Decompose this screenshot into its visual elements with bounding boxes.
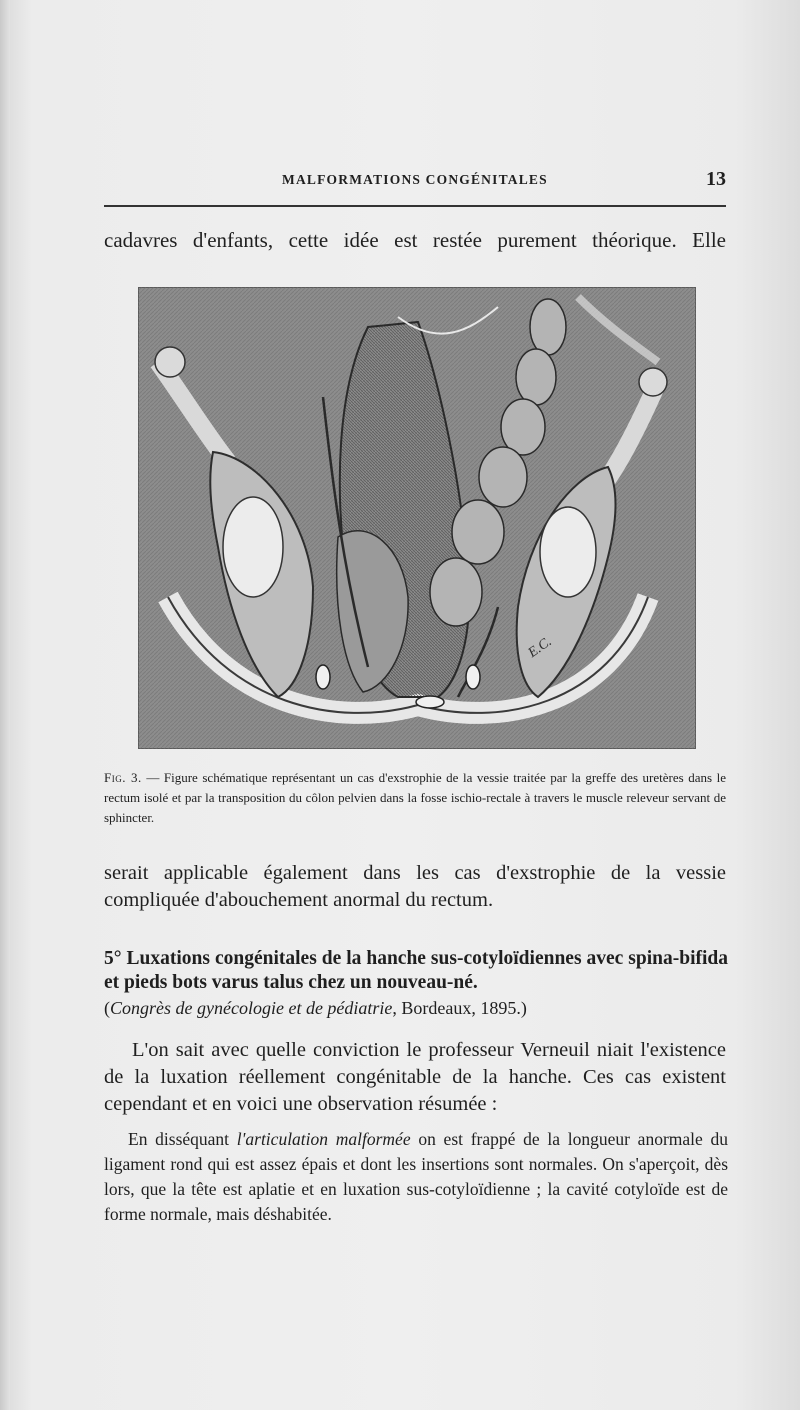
paragraph-dissection (104, 1127, 728, 1227)
figure-label: Fig. 3. (104, 770, 142, 785)
running-head (104, 170, 728, 194)
citation-source: Congrès de gynécologie et de pédiatrie (110, 998, 393, 1018)
illustration-drawing (138, 287, 696, 749)
paragraph-verneuil: L'on sait avec quelle conviction le professeur Verneuil niait l'existence de la luxation réellement congénitable de la hanche. Ces cas existent cependant et en voici une observation résumée : (104, 1039, 726, 1115)
page-binding-edge (0, 0, 10, 1410)
paragraph-continuation: serait applicable également dans les cas d'exstrophie de la vessie compliquée d'abouchement anormal du rectum. (104, 862, 726, 911)
section-citation (104, 996, 728, 1020)
citation-rest: , Bordeaux, 1895.) (392, 998, 527, 1018)
anatomical-illustration (138, 287, 696, 749)
section-heading (104, 947, 728, 995)
engraver-initials: E.C. (525, 634, 555, 661)
page-number: 13 (706, 168, 726, 190)
figure-caption-text: — Figure schématique représentant un cas d'exstrophie de la vessie traitée par la greffe des uretères dans le rectum isolé et par la transposition du côlon pelvien dans la fosse ischio-rectale à travers le muscle releveur servant de sphincter. (104, 770, 726, 825)
section-number: 5° (104, 948, 122, 969)
section-title: Luxations congénitales de la hanche sus-cotyloïdiennes avec spina-bifida et pieds bots varus talus chez un nouveau-né. (104, 948, 728, 993)
header-rule (104, 205, 726, 207)
running-title: MALFORMATIONS CONGÉNITALES (282, 172, 548, 187)
carryover-text-line: cadavres d'enfants, cette idée est restée purement théorique. Elle (104, 228, 726, 252)
paragraph-dissection-lead: En disséquant (128, 1129, 237, 1149)
figure-caption (104, 768, 726, 828)
paragraph-dissection-italic: l'articulation malformée (236, 1129, 411, 1149)
citation-open-paren: ( (104, 998, 110, 1018)
paragraph-dissection-rest: on est frappé de la longueur anormale du ligament rond qui est assez épais et dont les insertions sont normales. On s'aperçoit, dès lors, que la tête est aplatie et en luxation sus-cotyloïdienne ; la cavité cotyloïde est de forme normale, mais déshabitée. (104, 1129, 729, 1224)
